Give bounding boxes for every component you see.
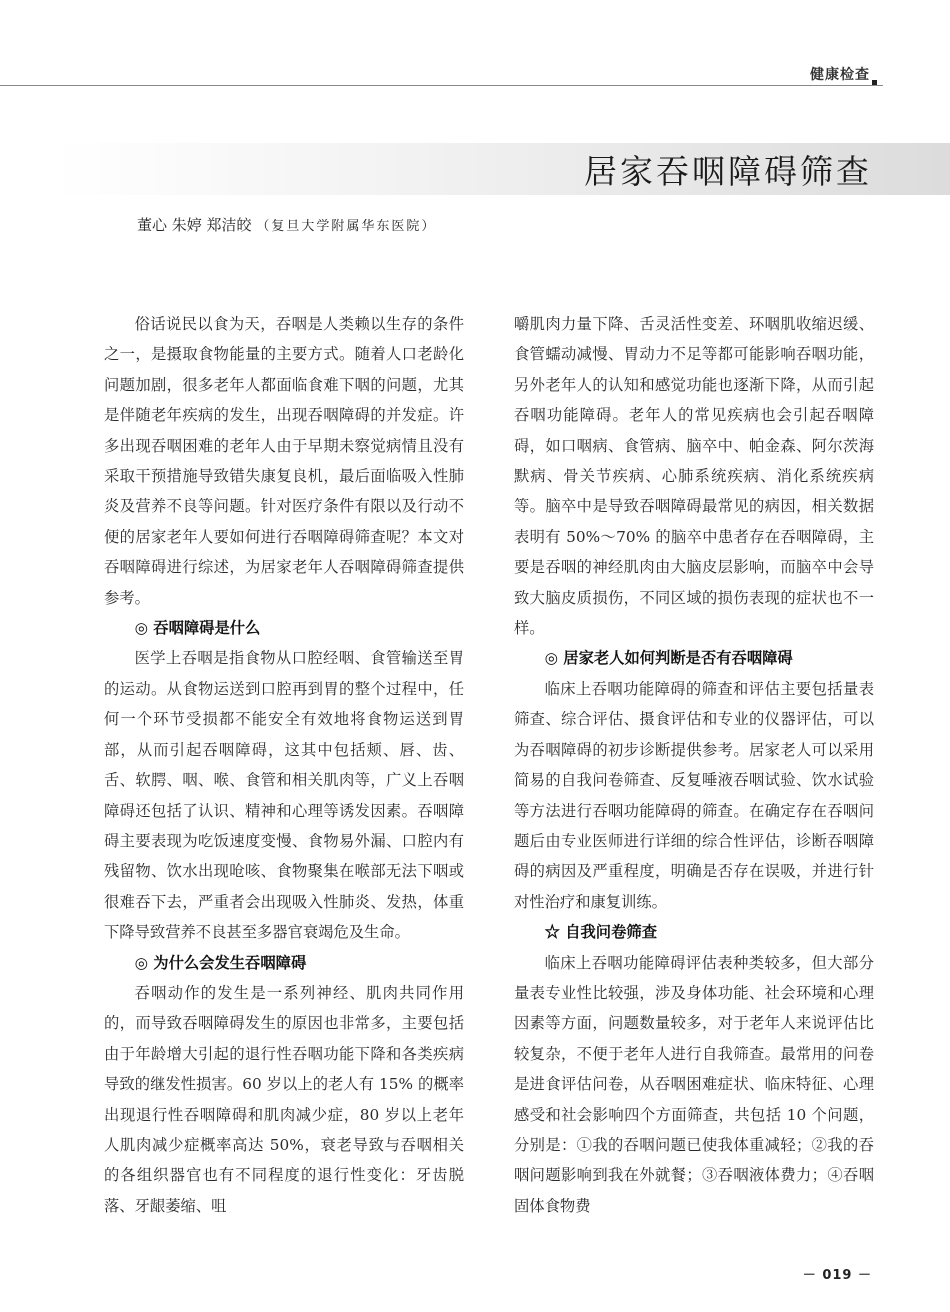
byline <box>137 214 436 235</box>
intro-paragraph: 俗话说民以食为天，吞咽是人类赖以生存的条件之一，是摄取食物能量的主要方式。随着人口老龄化问题加剧，很多老年人都面临食难下咽的问题，尤其是伴随老年疾病的发生，出现吞咽障碍的并发症。许多出现吞咽困难的老年人由于早期未察觉病情且没有采取干预措施导致错失康复良机，最后面临吸入性肺炎及营养不良等问题。针对医疗条件有限以及行动不便的居家老年人要如何进行吞咽障碍筛查呢？本文对吞咽障碍进行综述，为居家老年人吞咽障碍筛查提供参考。 <box>104 315 464 607</box>
article-title: 居家吞咽障碍筛查 <box>584 152 872 191</box>
page-number: － 019 － <box>802 1268 872 1283</box>
left-column <box>104 309 464 1221</box>
author-names: 董心 朱婷 郑洁皎 <box>137 216 252 234</box>
section-tag-marker <box>872 80 877 85</box>
paragraph-questionnaire: 临床上吞咽功能障碍评估表种类较多，但大部分量表专业性比较强，涉及身体功能、社会环境和心理因素等方面，问题数量较多，对于老年人来说评估比较复杂，不便于老年人进行自我筛查。最常用的问卷是进食评估问卷，从吞咽困难症状、临床特征、心理感受和社会影响四个方面筛查，共包括 10 个问题，分别是：①我的吞咽问题已使我体重减轻；②我的吞咽问题影响到我在外就餐；③吞咽液体费力；④吞咽固体食物费 <box>514 953 874 1215</box>
section-tag: 健康检查 <box>810 67 870 83</box>
section-heading-how: ◎ 居家老人如何判断是否有吞咽障碍 <box>544 649 793 668</box>
header-rule <box>0 85 883 86</box>
right-column <box>514 309 874 1221</box>
section-heading-why: ◎ 为什么会发生吞咽障碍 <box>134 953 307 972</box>
paragraph-why-continued: 嚼肌肉力量下降、舌灵活性变差、环咽肌收缩迟缓、食管蠕动减慢、胃动力不足等都可能影响吞咽功能，另外老年人的认知和感觉功能也逐渐下降，从而引起吞咽功能障碍。老年人的常见疾病也会引起吞咽障碍，如口咽病、食管病、脑卒中、帕金森、阿尔茨海默病、骨关节疾病、心肺系统疾病、消化系统疾病等。脑卒中是导致吞咽障碍最常见的病因，相关数据表明有 50%～70% 的脑卒中患者存在吞咽障碍，主要是吞咽的神经肌肉由大脑皮层影响，而脑卒中会导致大脑皮质损伤，不同区域的损伤表现的症状也不一样。 <box>514 315 874 638</box>
paragraph-how: 临床上吞咽功能障碍的筛查和评估主要包括量表筛查、综合评估、摄食评估和专业的仪器评估，可以为吞咽障碍的初步诊断提供参考。居家老人可以采用简易的自我问卷筛查、反复唾液吞咽试验、饮水试验等方法进行吞咽功能障碍的筛查。在确定存在吞咽问题后由专业医师进行详细的综合性评估，诊断吞咽障碍的病因及严重程度，明确是否存在误吸，并进行针对性治疗和康复训练。 <box>514 679 874 911</box>
author-affiliation: （复旦大学附属华东医院） <box>256 219 437 234</box>
paragraph-why: 吞咽动作的发生是一系列神经、肌肉共同作用的，而导致吞咽障碍发生的原因也非常多，主要包括由于年龄增大引起的退行性吞咽功能下降和各类疾病导致的继发性损害。60 岁以上的老人有 15% 的概率出现退行性吞咽障碍和肌肉减少症，80 岁以上老年人肌肉减少症概率高达 50%，衰老导致与吞咽相关的各组织器官也有不同程度的退行性变化：牙齿脱落、牙龈萎缩、咀 <box>104 983 464 1215</box>
paragraph-what: 医学上吞咽是指食物从口腔经咽、食管输送至胃的运动。从食物运送到口腔再到胃的整个过程中，任何一个环节受损都不能安全有效地将食物运送到胃部，从而引起吞咽障碍，这其中包括颊、唇、齿、舌、软腭、咽、喉、食管和相关肌肉等，广义上吞咽障碍还包括了认识、精神和心理等诱发因素。吞咽障碍主要表现为吃饭速度变慢、食物易外漏、口腔内有残留物、饮水出现呛咳、食物聚集在喉部无法下咽或很难吞下去，严重者会出现吸入性肺炎、发热，体重下降导致营养不良甚至多器官衰竭危及生命。 <box>104 649 464 942</box>
subsection-heading-questionnaire: ☆ 自我问卷筛查 <box>544 923 657 942</box>
section-heading-what: ◎ 吞咽障碍是什么 <box>134 619 261 638</box>
